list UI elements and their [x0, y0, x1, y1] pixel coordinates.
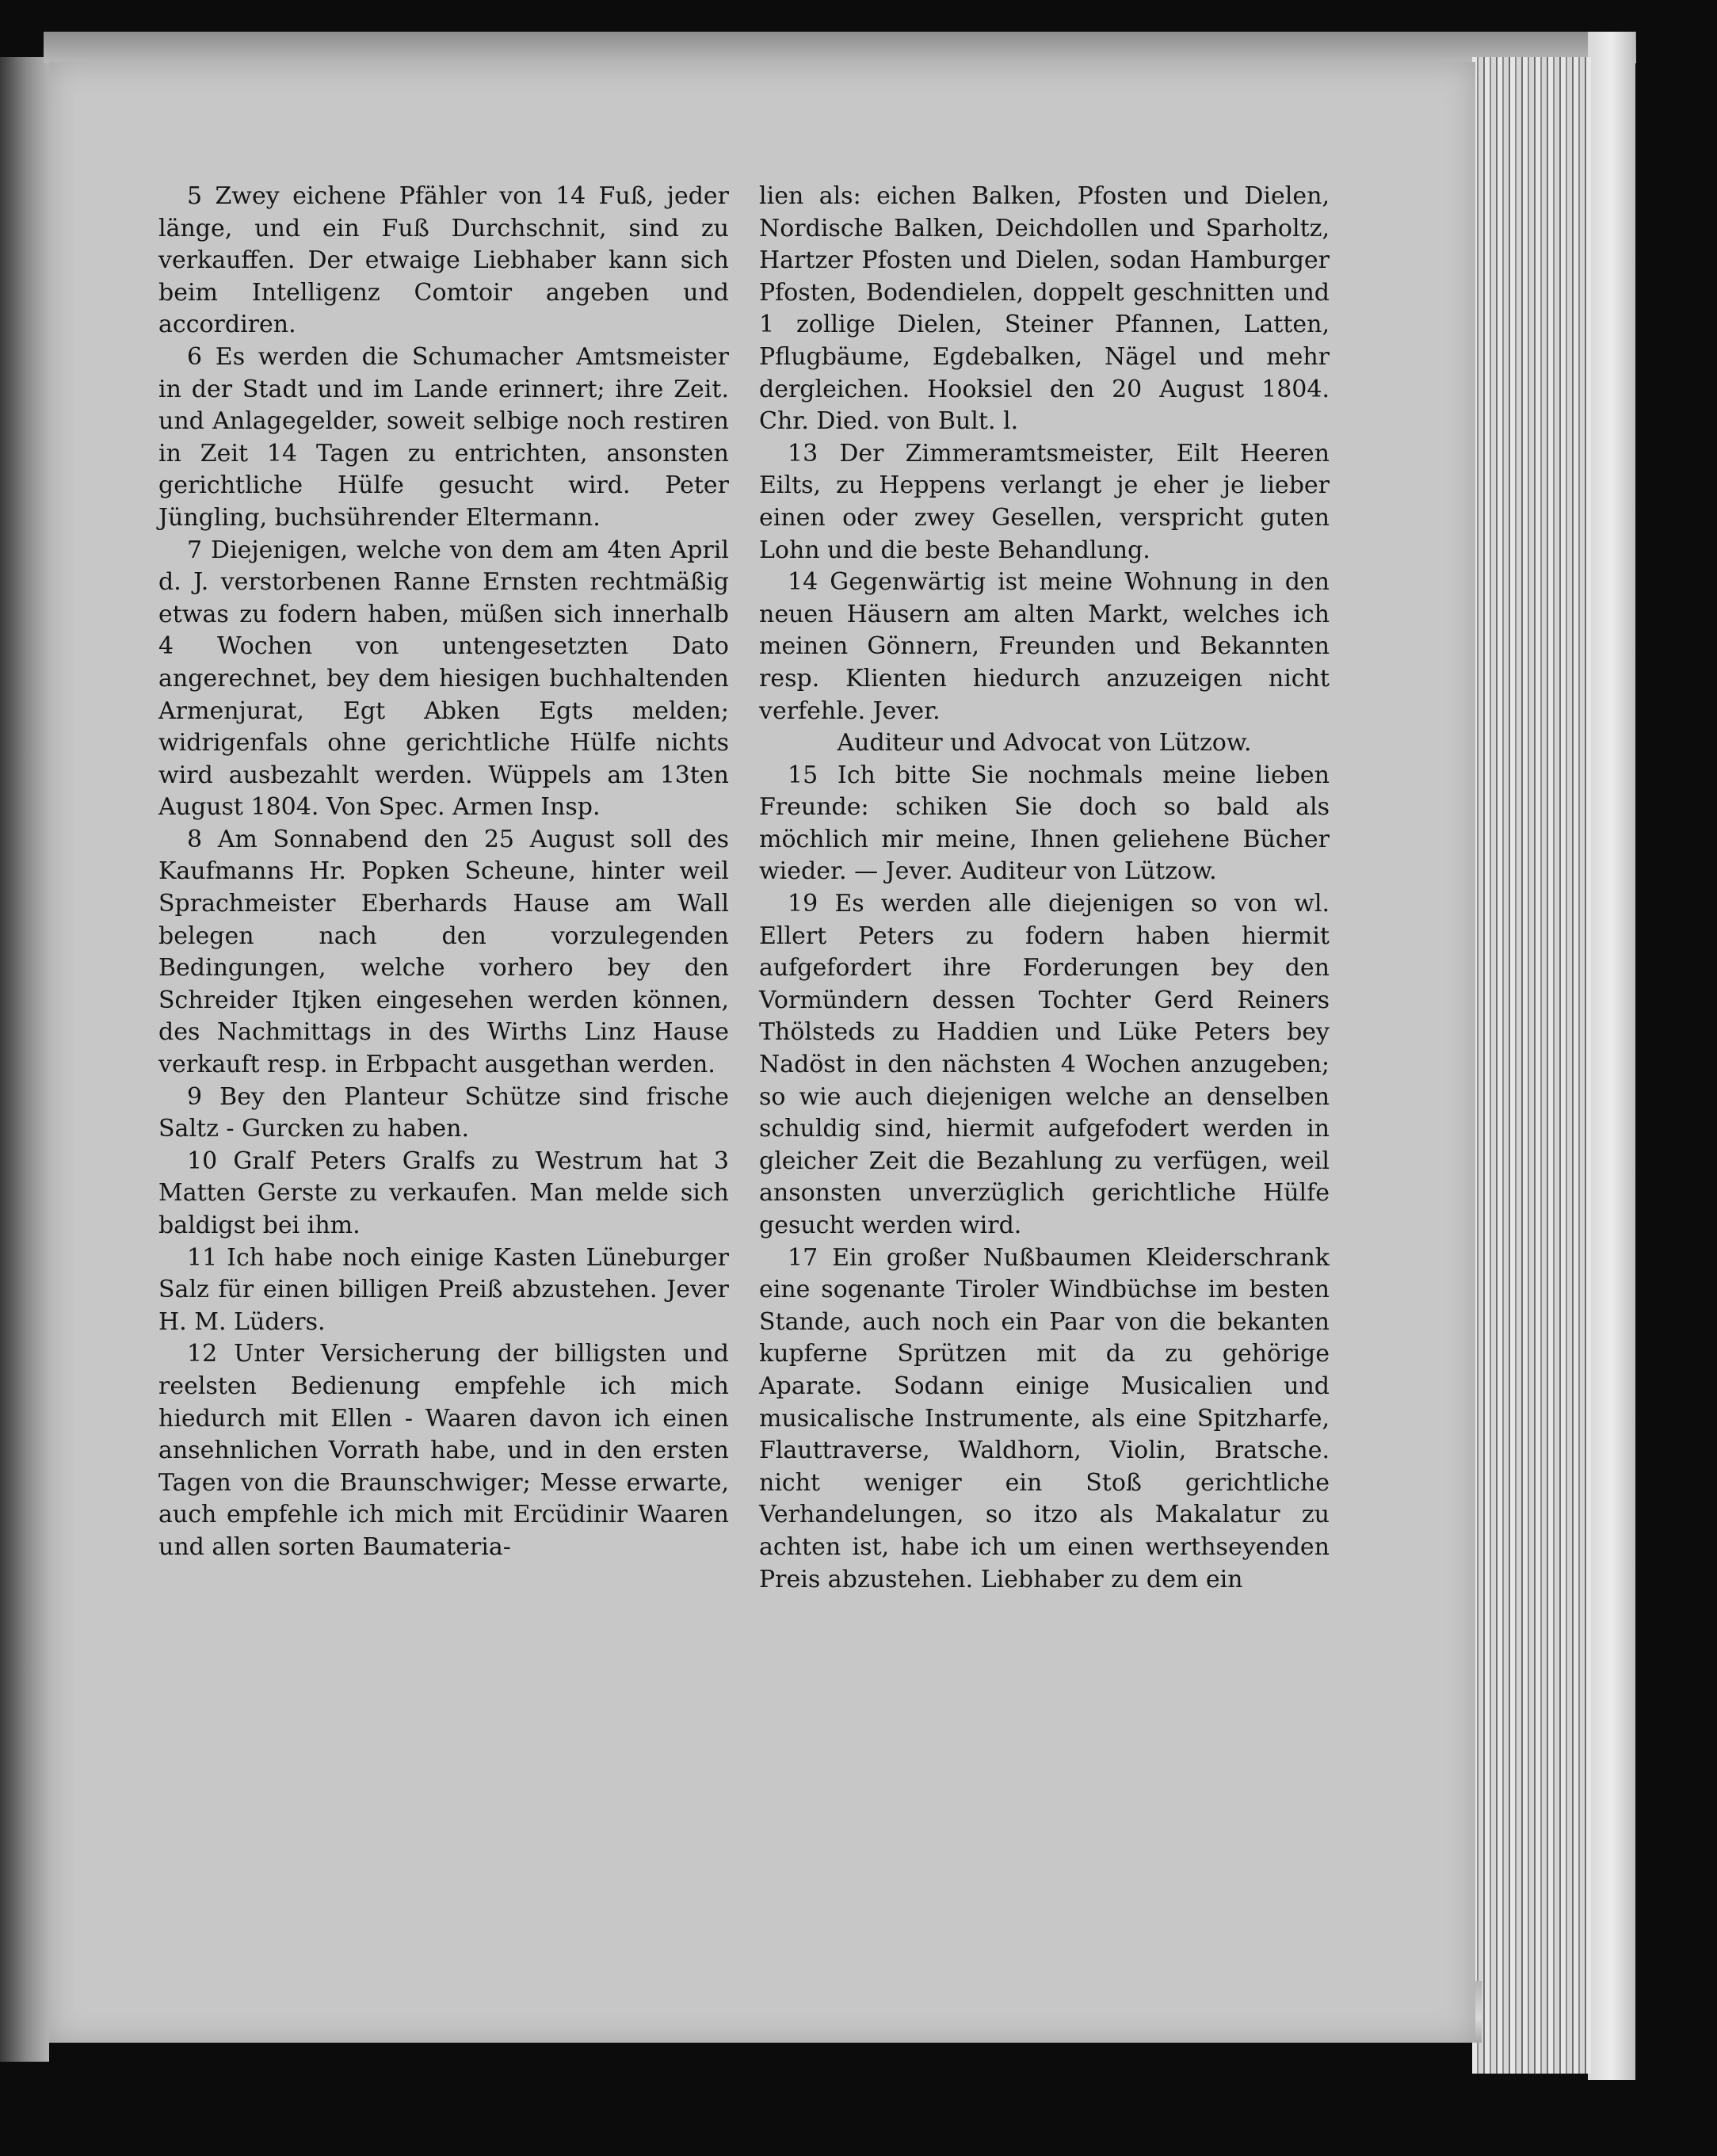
notice-13: 13 Der Zimmeramtsmeister, Eilt Heeren Eilts, zu Heppens verlangt je eher je lieber einen oder zwey Gesellen, verspricht guten Lohn und die beste Behandlung. [759, 439, 1330, 564]
book-cover-right [1588, 32, 1635, 2080]
notice-17: 17 Ein großer Nußbaumen Kleiderschrank eine sogenante Tiroler Windbüchse im besten Stande, auch noch ein Paar von die bekanten kupferne Sprützen mit da zu gehörige Aparate. Sodann einige Musicalien und musicalische Instrumente, als eine Spitzharfe, Flauttraverse, Waldhorn, Violin, Bratsche. nicht weniger ein Stoß gerichtliche Verhandelungen, so itzo als Makalatur zu achten ist, habe ich um einen werthseyenden Preis abzustehen. Liebhaber zu dem ein [759, 1243, 1330, 1593]
book-cover-top [44, 32, 1636, 63]
previous-page-edge [0, 57, 49, 2062]
notice-9: 9 Bey den Planteur Schütze sind frische Saltz - Gurcken zu haben. [158, 1082, 729, 1143]
notice-7: 7 Diejenigen, welche von dem am 4ten April d. J. verstorbenen Ranne Ernsten rechtmäßig etwas zu fodern haben, müßen sich innerhalb 4 Wochen von untengesetzten Dato angerechnet, bey dem hiesigen buchhaltenden Armenjurat, Egt Abken Egts melden; widrigenfals ohne gerichtliche Hülfe nichts wird ausbezahlt werden. Wüppels am 13ten August 1804. Von Spec. Armen Insp. [158, 536, 729, 822]
notice-8: 8 Am Sonnabend den 25 August soll des Kaufmanns Hr. Popken Scheune, hinter weil Sprachmeister Eberhards Hause am Wall belegen nach den vorzulegenden Bedingungen, welche vorhero bey den Schreider Itjken eingesehen werden können, des Nachmittags in des Wirths Linz Hause verkauft resp. in Erbpacht ausgethan werden. [158, 825, 729, 1079]
notice-19: 19 Es werden alle diejenigen so von wl. Ellert Peters zu fodern haben hiermit aufgefordert ihre Forderungen bey den Vormündern dessen Tochter Gerd Reiners Thölsteds zu Haddien und Lüke Peters bey Nadöst in den nächsten 4 Wochen anzugeben; so wie auch diejenigen welche an denselben schuldig sind, hiermit aufgefodert werden in gleicher Zeit die Bezahlung zu verfügen, weil ansonsten unverzüglich gerichtliche Hülfe gesucht werden wird. [759, 890, 1330, 1239]
notice-14-signature: Auditeur und Advocat von Lützow. [837, 729, 1252, 757]
notice-11: 11 Ich habe noch einige Kasten Lüneburger Salz für einen billigen Preiß abzustehen. Jever H. M. Lüders. [158, 1243, 729, 1336]
notice-12: 12 Unter Versicherung der billigsten und reelsten Bedienung empfehle ich mich hiedurch mit Ellen - Waaren davon ich einen ansehnlichen Vorrath habe, und in den ersten Tagen von die Braunschwiger; Messe erwarte, auch empfehle ich mich mit Ercüdinir Waaren und allen sorten Baumateria- [158, 1340, 729, 1561]
left-column [158, 181, 729, 1564]
notice-5: 5 Zwey eichene Pfähler von 14 Fuß, jeder länge, und ein Fuß Durchschnit, sind zu verkauffen. Der etwaige Liebhaber kann sich beim Intelligenz Comtoir angeben und accordiren. [158, 182, 729, 339]
notice-15: 15 Ich bitte Sie nochmals meine lieben Freunde: schiken Sie doch so bald als möchlich mir meine, Ihnen geliehene Bücher wieder. — Jever. Auditeur von Lützow. [759, 761, 1330, 886]
notice-6: 6 Es werden die Schumacher Amtsmeister in der Stadt und im Lande erinnert; ihre Zeit. und Anlagegelder, soweit selbige noch restiren in Zeit 14 Tagen zu entrichten, ansonsten gerichtliche Hülfe gesucht wird. Peter Jüngling, buchsührender Eltermann. [158, 342, 729, 532]
notice-12-continued: lien als: eichen Balken, Pfosten und Dielen, Nordische Balken, Deichdollen und Sparholtz, Hartzer Pfosten und Dielen, sodan Hamburger Pfosten, Bodendielen, doppelt geschnitten und 1 zollige Dielen, Steiner Pfannen, Latten, Pflugbäume, Egdebalken, Nägel und mehr dergleichen. Hooksiel den 20 August 1804. Chr. Died. von Bult. l. [759, 182, 1330, 436]
page-edge-stack [1472, 57, 1591, 2074]
right-column [759, 181, 1330, 1596]
notice-14: 14 Gegenwärtig ist meine Wohnung in den neuen Häusern am alten Markt, welches ich meinen Gönnern, Freunden und Bekannten resp. Klienten hiedurch anzuzeigen nicht verfehle. Jever. [759, 568, 1330, 725]
notice-10: 10 Gralf Peters Gralfs zu Westrum hat 3 Matten Gerste zu verkaufen. Man melde sich baldigst bei ihm. [158, 1147, 729, 1239]
